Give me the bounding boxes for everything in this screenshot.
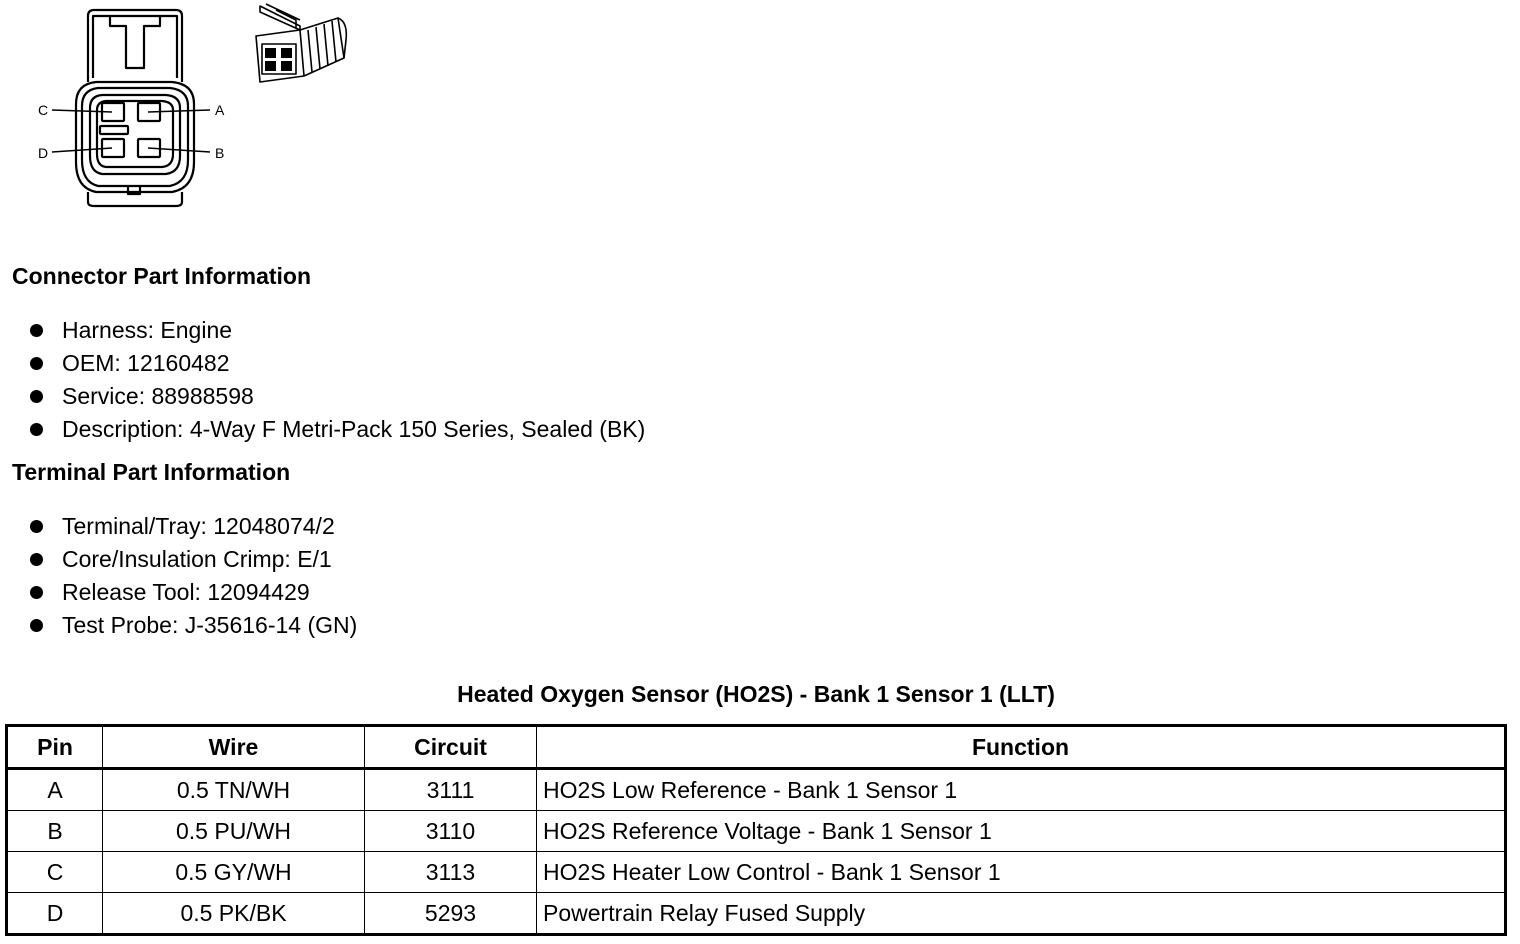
- terminal-part-info-heading: Terminal Part Information: [12, 459, 291, 485]
- table-row: [7, 852, 1506, 893]
- pin-label-d: D: [38, 145, 49, 161]
- header-pin: Pin: [7, 726, 103, 769]
- connector-part-info-heading: Connector Part Information: [12, 263, 312, 289]
- table-row: [7, 811, 1506, 852]
- list-item: [28, 609, 357, 642]
- cell-wire: 0.5 GY/WH: [103, 852, 365, 893]
- terminal-tray-text: Terminal/Tray: 12048074/2: [62, 513, 335, 539]
- pin-label-a: A: [215, 102, 225, 118]
- cell-function: HO2S Reference Voltage - Bank 1 Sensor 1: [537, 811, 1506, 852]
- table-caption: Heated Oxygen Sensor (HO2S) - Bank 1 Sensor 1 (LLT): [457, 681, 1055, 707]
- cell-pin: C: [7, 852, 103, 893]
- connector-isometric-illustration: [252, 0, 356, 86]
- list-item: [28, 576, 357, 609]
- cell-circuit: 3110: [365, 811, 537, 852]
- cell-circuit: 3113: [365, 852, 537, 893]
- cell-function: HO2S Low Reference - Bank 1 Sensor 1: [537, 769, 1506, 811]
- cell-function: Powertrain Relay Fused Supply: [537, 893, 1506, 935]
- list-item: [28, 413, 645, 446]
- header-wire: Wire: [103, 726, 365, 769]
- header-function: Function: [537, 726, 1506, 769]
- crimp-text: Core/Insulation Crimp: E/1: [62, 546, 332, 572]
- table-row: [7, 893, 1506, 935]
- cell-wire: 0.5 PU/WH: [103, 811, 365, 852]
- bullet-icon: [30, 423, 43, 436]
- release-tool-text: Release Tool: 12094429: [62, 579, 310, 605]
- test-probe-text: Test Probe: J-35616-14 (GN): [62, 612, 358, 638]
- cell-wire: 0.5 PK/BK: [103, 893, 365, 935]
- pin-label-b: B: [215, 145, 225, 161]
- cell-pin: D: [7, 893, 103, 935]
- cell-function: HO2S Heater Low Control - Bank 1 Sensor 1: [537, 852, 1506, 893]
- header-circuit: Circuit: [365, 726, 537, 769]
- terminal-part-info-list: [28, 510, 357, 642]
- list-item: [28, 543, 357, 576]
- connector-part-info-list: [28, 314, 645, 446]
- cell-pin: B: [7, 811, 103, 852]
- bullet-icon: [30, 390, 43, 403]
- bullet-icon: [30, 586, 43, 599]
- bullet-icon: [30, 357, 43, 370]
- harness-text: Harness: Engine: [62, 317, 233, 343]
- cell-circuit: 5293: [365, 893, 537, 935]
- bullet-icon: [30, 520, 43, 533]
- connector-face-diagram: [30, 0, 240, 212]
- list-item: [28, 347, 645, 380]
- list-item: [28, 380, 645, 413]
- oem-text: OEM: 12160482: [62, 350, 230, 376]
- cell-wire: 0.5 TN/WH: [103, 769, 365, 811]
- service-text: Service: 88988598: [62, 383, 254, 409]
- bullet-icon: [30, 553, 43, 566]
- list-item: [28, 314, 645, 347]
- bullet-icon: [30, 619, 43, 632]
- pin-label-c: C: [38, 102, 49, 118]
- cell-circuit: 3111: [365, 769, 537, 811]
- table-header-row: [7, 726, 1506, 769]
- list-item: [28, 510, 357, 543]
- table-row: [7, 769, 1506, 811]
- description-text: Description: 4-Way F Metri-Pack 150 Series, Sealed (BK): [62, 416, 646, 442]
- cell-pin: A: [7, 769, 103, 811]
- pinout-table: [5, 724, 1507, 936]
- bullet-icon: [30, 324, 43, 337]
